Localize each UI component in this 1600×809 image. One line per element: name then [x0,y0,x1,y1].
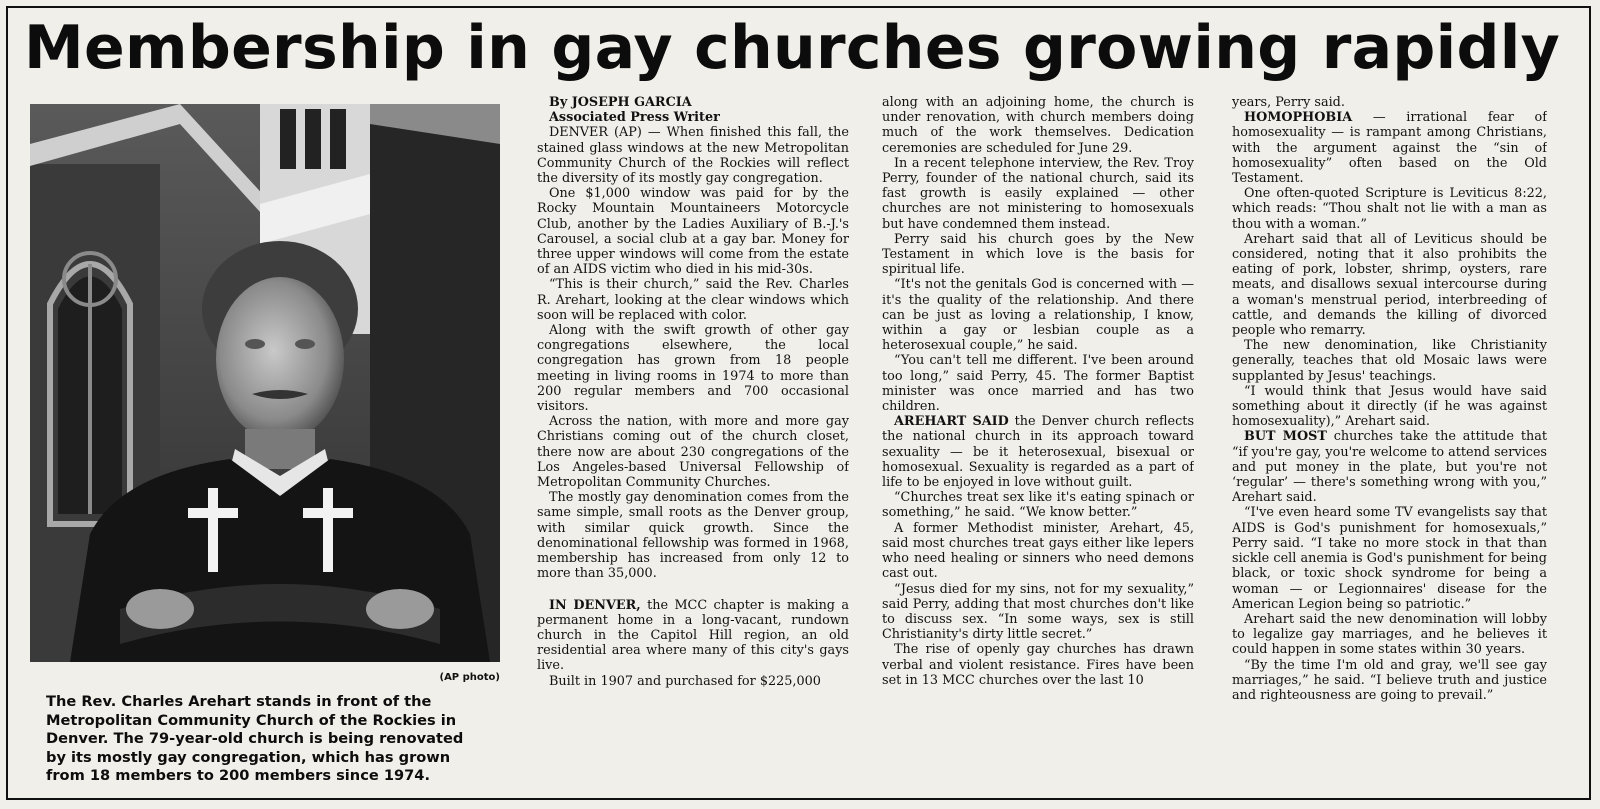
paragraph: “It's not the genitals God is concerned with — it's the quality of the relationship. And there can be just as loving a relationship, I know, within a gay or lesbian couple as a heterosexual couple,” he said. [882,277,1194,354]
paragraph-with-subhead [1232,429,1547,505]
paragraph: Perry said his church goes by the New Testament in which love is the basis for spiritual life. [882,231,1194,278]
paragraph: “I would think that Jesus would have said something about it directly (if he was against homosexuality),” Arehart said. [1232,383,1547,430]
run-in-subhead: IN DENVER, [549,597,641,613]
photo-credit: (AP photo) [439,672,500,683]
paragraph: Along with the swift growth of other gay congregations elsewhere, the local congregation has grown from 18 people meeting in living rooms in 1974 to more than 200 regular members and 700 occasional visitors. [537,323,849,415]
paragraph: The new denomination, like Christianity generally, teaches that old Mosaic laws were supplanted by Jesus' teachings. [1232,338,1547,384]
paragraph-text: the Denver church reflects the national church in its approach toward sexuality — be it heterosexual, bisexual or homosexual. Sexuality is regarded as a part of life to be enjoyed in love without guilt. [882,414,1194,491]
paragraph: Arehart said that all of Leviticus should be considered, noting that it also prohibits the eating of pork, lobster, shrimp, oysters, rare meats, and disallows sexual intercourse during a woman's menstrual period, interbreeding of cattle, and demands the killing of divorced people who remarry. [1232,231,1547,339]
paragraph: Arehart said the new denomination will lobby to legalize gay marriages, and he believes it could happen in some states within 30 years. [1232,611,1547,658]
paragraph: A former Methodist minister, Arehart, 45, said most churches treat gays either like lepers who need healing or sinners who need demons cast out. [882,520,1194,582]
article-column-3 [1232,95,1547,790]
paragraph-text: — irrational fear of homosexuality — is rampant among Christians, with the argument against the “sin of homosexuality” often based on the Old Testament. [1232,110,1547,187]
paragraph: The rise of openly gay churches has drawn verbal and violent resistance. Fires have been set in 13 MCC churches over the last 10 [882,642,1194,688]
paragraph: years, Perry said. [1232,95,1345,110]
paragraph: In a recent telephone interview, the Rev. Troy Perry, founder of the national church, said its fast growth is easily explained — other churches are not ministering to homosexuals but have condemned them instead. [882,155,1194,232]
paragraph-with-subhead [882,414,1194,490]
paragraph: One often-quoted Scripture is Leviticus 8:22, which reads: “Thou shalt not lie with a man as thou with a woman.” [1232,186,1547,232]
paragraph: “You can't tell me different. I've been around too long,” said Perry, 45. The former Baptist minister was once married and has two children. [882,353,1194,415]
paragraph-with-subhead [537,598,849,674]
paragraph: “By the time I'm old and gray, we'll see gay marriages,” he said. “I believe truth and justice and righteousness are going to prevail.” [1232,657,1547,703]
photo-caption: The Rev. Charles Arehart stands in front of the Metropolitan Community Church of the Rockies in Denver. The 79-year-old church is being renovated by its mostly gay congregation, which has grown from 18 members to 200 members since 1974. [46,693,464,785]
headline: Membership in gay churches growing rapidly [24,13,1561,83]
paragraph: along with an adjoining home, the church is under renovation, with church members doing much of the work themselves. Dedication ceremonies are scheduled for June 29. [882,95,1194,156]
paragraph: “Churches treat sex like it's eating spinach or something,” he said. “We know better.” [882,490,1194,521]
paragraph-text: churches take the attitude that “if you're gay, you're welcome to attend services and put money in the plate, but you're not ‘regular’ — there's something wrong with you,” Arehart said. [1232,429,1547,506]
paragraph: One $1,000 window was paid for by the Rocky Mountain Mountaineers Motorcycle Club, another by the Ladies Auxiliary of B.-J.'s Carousel, a social club at a gay bar. Money for three upper windows will come from the estate of an AIDS victim who died in his mid-30s. [537,186,849,278]
run-in-subhead: AREHART SAID [894,414,1009,430]
byline-name: By JOSEPH GARCIA [549,95,692,110]
article-column-1 [537,95,849,790]
paragraph: DENVER (AP) — When finished this fall, the stained glass windows at the new Metropolitan Community Church of the Rockies will reflect the diversity of its mostly gay congregation. [537,125,849,187]
run-in-subhead: HOMOPHOBIA [1244,110,1353,126]
paragraph: “Jesus died for my sins, not for my sexuality,” said Perry, adding that most churches don't like to discuss sex. “In some ways, sex is still Christianity's dirty little secret.” [882,581,1194,643]
paragraph: Built in 1907 and purchased for $225,000 [549,673,821,689]
paragraph-text: the MCC chapter is making a permanent home in a long-vacant, rundown church in the Capitol Hill region, an old residential area where many of this city's gays live. [537,597,849,674]
byline-title: Associated Press Writer [549,110,720,126]
paragraph: Across the nation, with more and more gay Christians coming out of the church closet, there now are about 230 congregations of the Los Angeles-based Universal Fellowship of Metropolitan Community Churches. [537,414,849,491]
paragraph: “This is their church,” said the Rev. Charles R. Arehart, looking at the clear windows which soon will be replaced with color. [537,277,849,323]
photo-pastor-in-front-of-church [30,104,500,662]
paragraph: “I've even heard some TV evangelists say that AIDS is God's punishment for homosexuals,” Perry said. “I take no more stock in that than sickle cell anemia is God's punishment for being black, or toxic shock syndrome for being a woman — or Legionnaires' disease for the American Legion being so patriotic.” [1232,505,1547,612]
paragraph-with-subhead [1232,110,1547,186]
run-in-subhead: BUT MOST [1244,429,1327,445]
article-column-2 [882,95,1194,790]
paragraph: The mostly gay denomination comes from the same simple, small roots as the Denver group, with similar quick growth. Since the denominational fellowship was formed in 1968, membership has increased from only 12 to more than 35,000. [537,490,849,582]
